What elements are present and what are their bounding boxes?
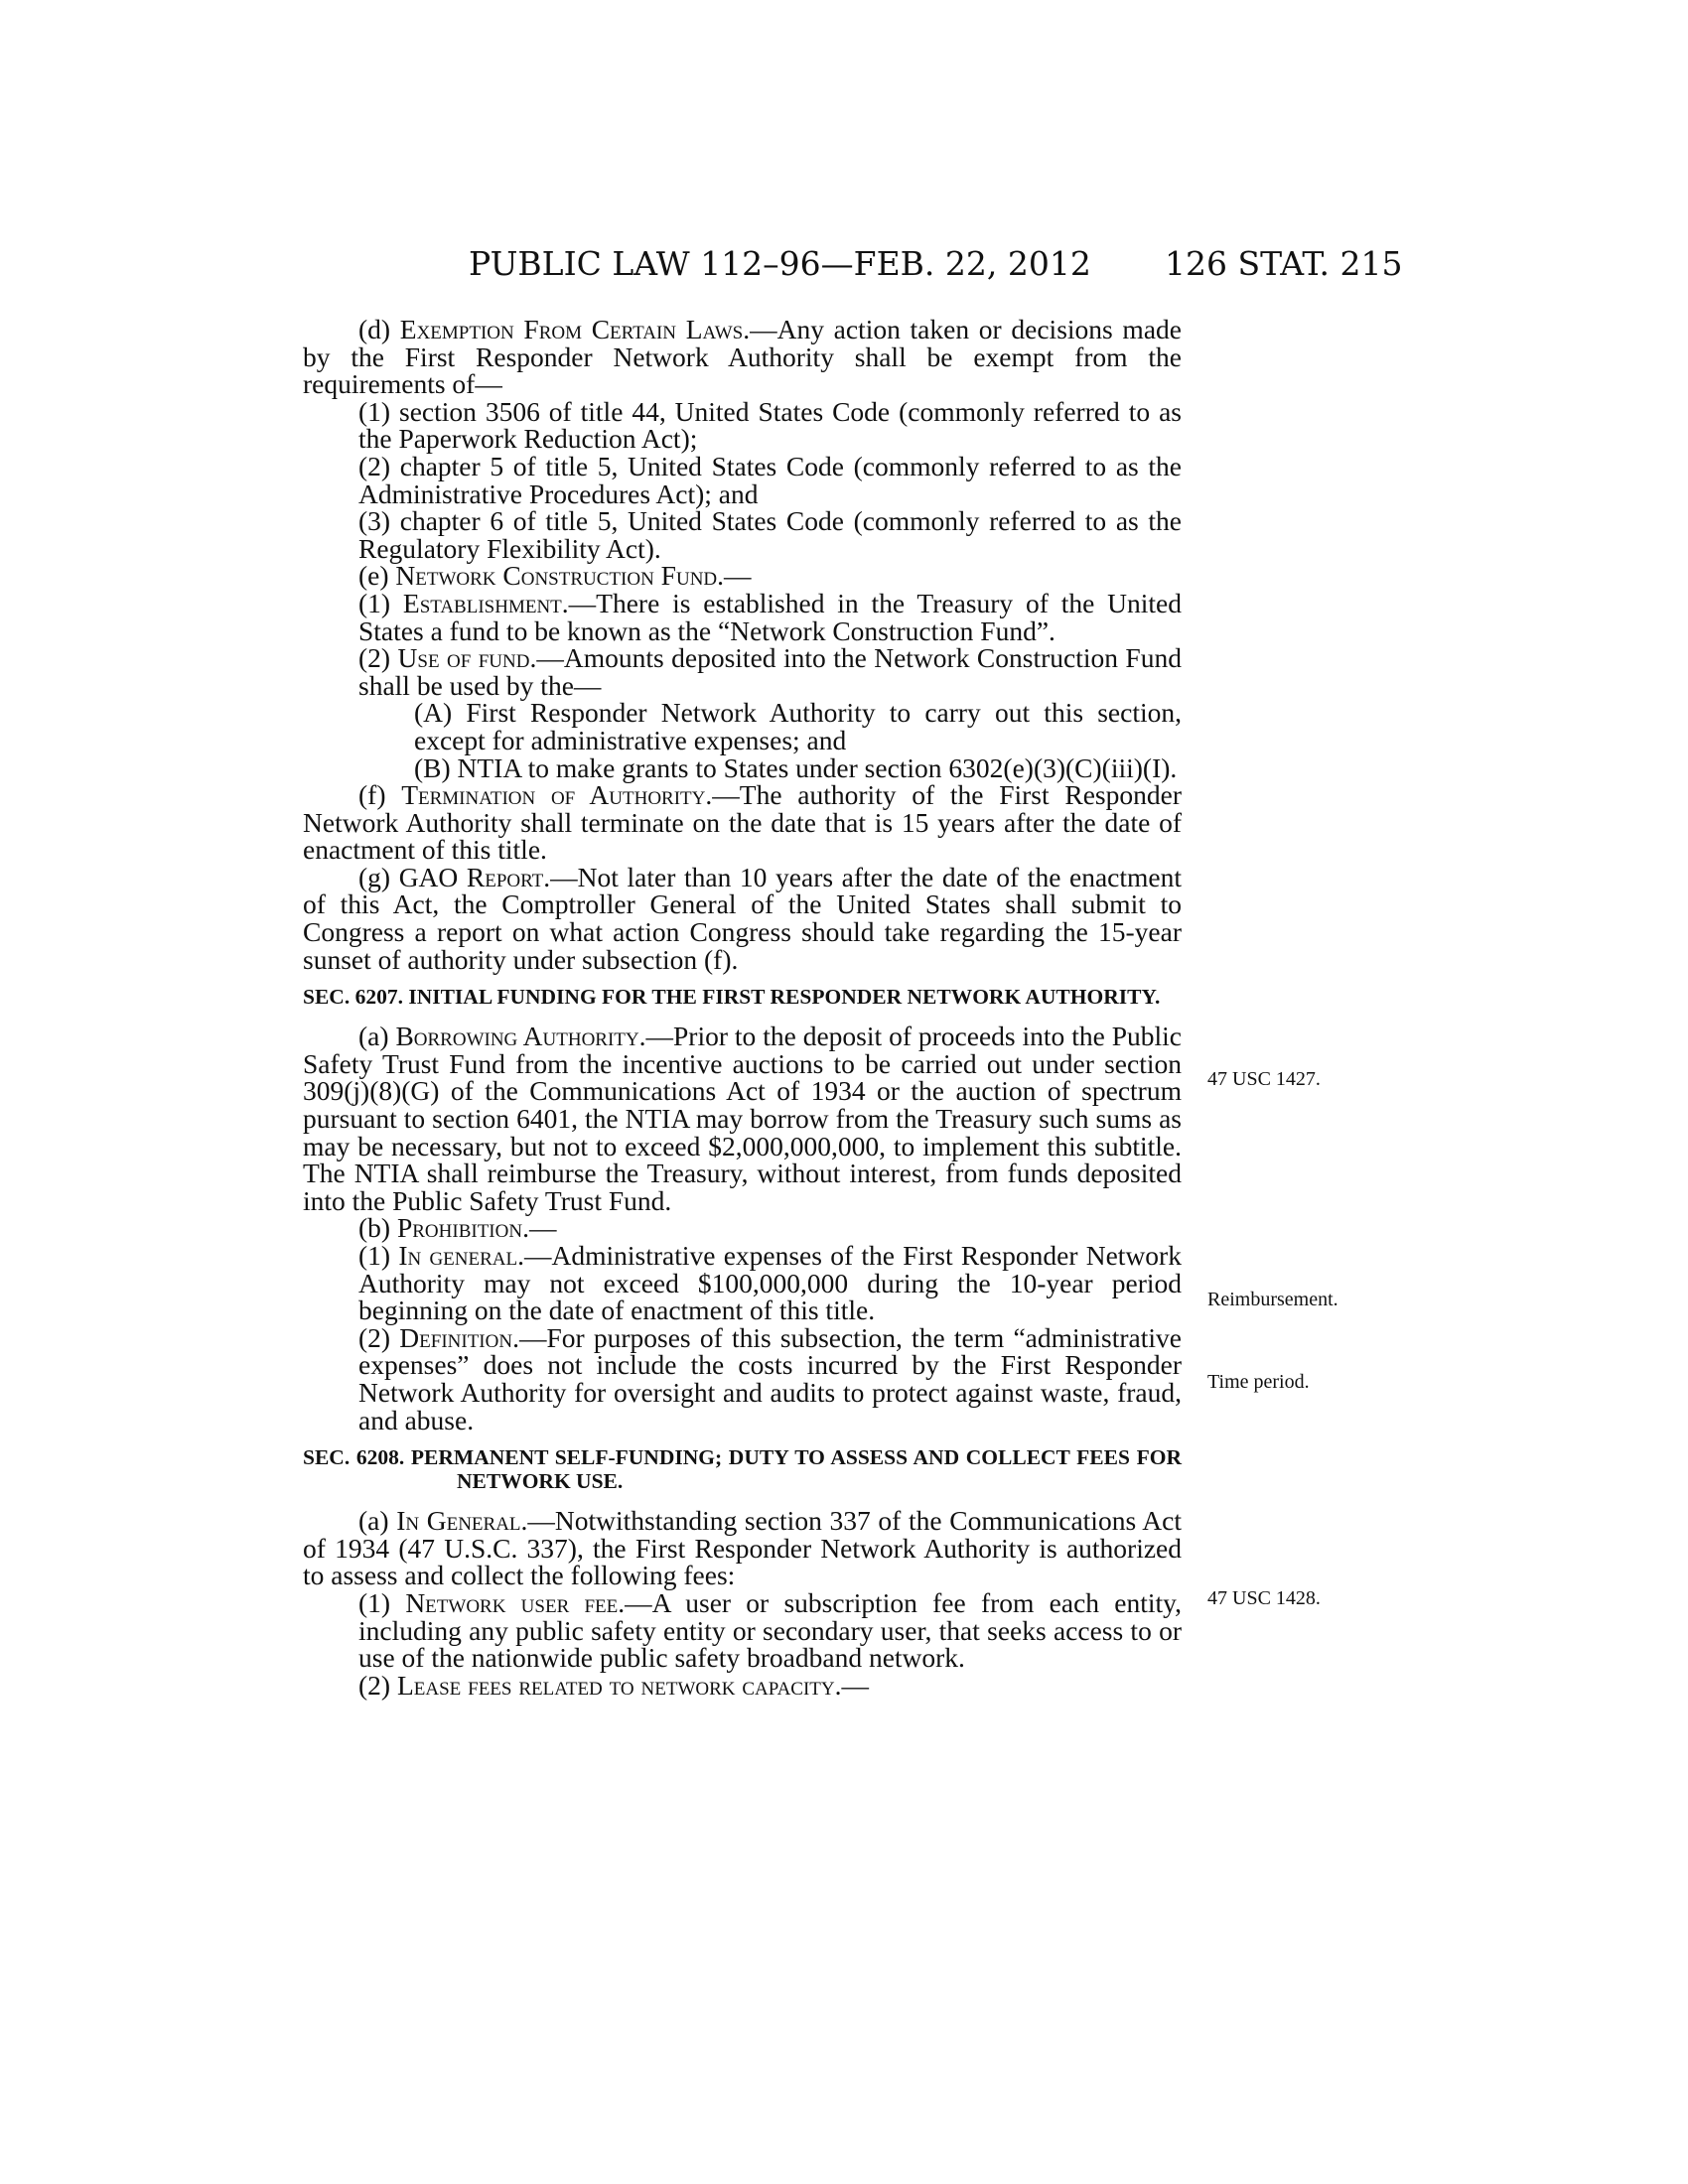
section-6207-paragraph-b2: (2) Definition.—For purposes of this subsection, the term “administrative expenses” does not include the costs incurred by the First Responder Network Authority for oversight and audits to protect against waste, fraud, and abuse.: [358, 1321, 1182, 1435]
subsection-g: (g) GAO Report.—Not later than 10 years after the date of the enactment of this Act, the Comptroller General of the United States shall submit to Congress a report on what action Congress should take regarding the 15-year sunset of authority under subsection (f).: [303, 861, 1183, 975]
margin-note-usc-1428: 47 USC 1428.: [1207, 1587, 1321, 1609]
section-6207-subsection-a: (a) Borrowing Authority.—Prior to the deposit of proceeds into the Public Safety Trust Fund from the incentive auctions to be carried out under section 309(j)(8)(G) of the Communications Act of 1934 or the auction of spectrum pursuant to section 6401, the NTIA may borrow from the Treasury such sums as may be necessary, but not to exceed $2,000,000,000, to implement this subtitle. The NTIA shall reimburse the Treasury, without interest, from funds deposited into the Public Safety Trust Fund.: [303, 1021, 1182, 1216]
subparagraph-e2b: (B) NTIA to make grants to States under section 6302(e)(3)(C)(iii)(I).: [414, 751, 1178, 783]
subsection-d: (d) Exemption From Certain Laws.—Any action taken or decisions made by the First Responder Network Authority shall be exempt from the requirements of—: [303, 314, 1182, 400]
section-6207-subsection-b: (b) Prohibition.—: [358, 1212, 557, 1244]
subsection-heading: Exemption From Certain Laws.: [399, 314, 751, 344]
paragraph-d1: (1) section 3506 of title 44, United States Code (commonly referred to as the Paperwork Reduction Act);: [358, 395, 1182, 455]
section-6207-paragraph-b1: (1) In general.—Administrative expenses of the First Responder Network Authority may not exceed $100,000,000 during the 10-year period beginning on the date of enactment of this title.: [358, 1240, 1182, 1326]
page-body: [303, 316, 1182, 1699]
running-head-page: 126 STAT. 215: [1165, 244, 1403, 283]
margin-note-time-period: Time period.: [1207, 1371, 1310, 1393]
section-6207-heading: SEC. 6207. INITIAL FUNDING FOR THE FIRST RESPONDER NETWORK AUTHORITY.: [303, 985, 1161, 1010]
subparagraph-e2a: (A) First Responder Network Authority to carry out this section, except for administrative expenses; and: [414, 697, 1182, 755]
margin-note-usc-1427: 47 USC 1427.: [1207, 1068, 1321, 1090]
paragraph-d2: (2) chapter 5 of title 5, United States Code (commonly referred to as the Administrative Procedures Act); and: [358, 450, 1182, 509]
subsection-f: (f) Termination of Authority.—The authority of the First Responder Network Authority shall terminate on the date that is 15 years after the date of enactment of this title.: [303, 779, 1182, 866]
section-6208-subsection-a: (a) In General.—Notwithstanding section 337 of the Communications Act of 1934 (47 U.S.C. 337), the First Responder Network Authority is authorized to assess and collect the following fees:: [303, 1505, 1183, 1591]
section-6208-paragraph-a2: (2) Lease fees related to network capacity.—: [358, 1669, 870, 1701]
margin-note-reimbursement: Reimbursement.: [1207, 1289, 1338, 1310]
paragraph-d3: (3) chapter 6 of title 5, United States Code (commonly referred to as the Regulatory Flexibility Act).: [358, 505, 1182, 564]
running-head-title: PUBLIC LAW 112–96—FEB. 22, 2012: [469, 244, 1091, 283]
section-6208-paragraph-a1: (1) Network user fee.—A user or subscription fee from each entity, including any public safety entity or secondary user, that seeks access to or use of the nationwide public safety broadband network.: [358, 1586, 1182, 1674]
paragraph-e2: (2) Use of fund.—Amounts deposited into the Network Construction Fund shall be used by the—: [358, 642, 1182, 701]
section-6208-heading: SEC. 6208. PERMANENT SELF-FUNDING; DUTY TO ASSESS AND COLLECT FEES FOR NETWORK USE.: [303, 1445, 1182, 1494]
paragraph-e1: (1) Establishment.—There is established in the Treasury of the United States a fund to be known as the “Network Construction Fund”.: [358, 587, 1182, 646]
subsection-heading: Network Construction Fund.: [395, 560, 725, 592]
subsection-e: (e) Network Construction Fund.—: [358, 560, 752, 592]
